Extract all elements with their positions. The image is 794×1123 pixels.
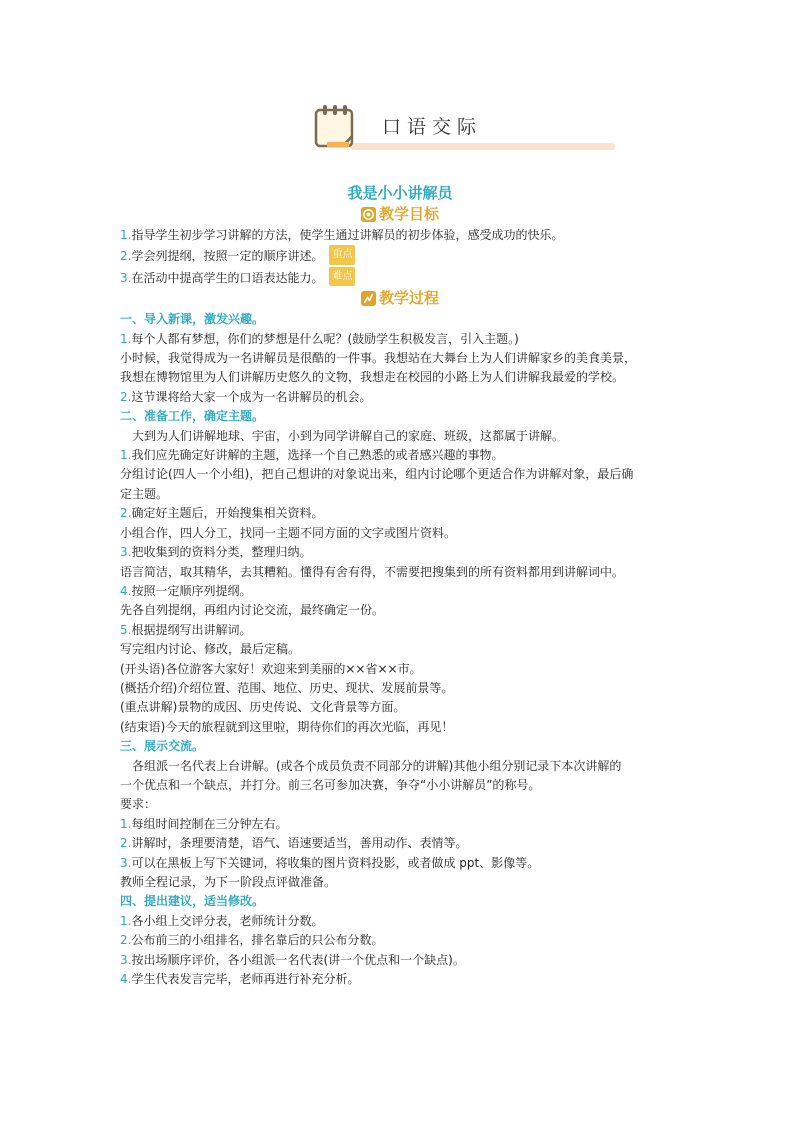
header-title: 口语交际 <box>382 116 483 138</box>
lesson-title: 我是小小讲解员 <box>347 184 453 202</box>
list-item: 2.讲解时，条理要清楚，语气、语速要适当，善用动作、表情等。 <box>120 836 468 851</box>
list-item: 1.各小组上交评分表，老师统计分数。 <box>120 913 324 928</box>
paragraph: 语言简洁，取其精华，去其糟粕。懂得有舍有得，不需要把搜集到的所有资料都用到讲解词中。 <box>120 564 625 579</box>
section-title: 四、提出建议，适当修改。 <box>120 894 265 909</box>
list-item: 4.学生代表发言完毕，老师再进行补充分析。 <box>120 972 360 987</box>
section-heading-process <box>120 288 680 308</box>
header-underline <box>350 143 615 150</box>
section-title: 二、准备工作，确定主题。 <box>120 409 265 424</box>
example-line: (结束语)今天的旅程就到这里啦，期待你们的再次光临，再见！ <box>120 719 454 734</box>
section-title: 三、展示交流。 <box>120 739 205 754</box>
paragraph: 小时候，我觉得成为一名讲解员是很酷的一件事。我想站在大舞台上为人们讲解家乡的美食美景， <box>120 351 637 366</box>
calendar-icon <box>313 102 359 150</box>
example-line: (开头语)各位游客大家好！欢迎来到美丽的××省××市。 <box>120 661 422 676</box>
paragraph: 分组讨论(四人一个小组)，把自己想讲的对象说出来，组内讨论哪个更适合作为讲解对象，最后确 <box>120 467 634 482</box>
list-item: 2.确定好主题后，开始搜集相关资料。 <box>120 506 324 521</box>
example-line: (概括介绍)介绍位置、范围、地位、历史、现状、发展前景等。 <box>120 680 454 695</box>
document-body <box>120 178 680 989</box>
paragraph: 1.每个人都有梦想，你们的梦想是什么呢？(鼓励学生积极发言，引入主题。) <box>120 331 519 346</box>
paragraph: 小组合作，四人分工，找同一主题不同方面的文字或图片资料。 <box>120 525 457 540</box>
process-heading: 教学过程 <box>378 289 439 308</box>
paragraph: 先各自列提纲，再组内讨论交流，最终确定一份。 <box>120 603 385 618</box>
example-line: (重点讲解)景物的成因、历史传说、文化背景等方面。 <box>120 700 406 715</box>
paragraph: 一个优点和一个缺点，并打分。前三名可参加决赛，争夺“小小讲解员”的称号。 <box>120 777 541 792</box>
process-icon <box>361 291 376 306</box>
list-item: 1.我们应先确定好讲解的主题，选择一个自己熟悉的或者感兴趣的事物。 <box>120 448 504 463</box>
paragraph: 各组派一名代表上台讲解。(或各个成员负责不同部分的讲解)其他小组分别记录下本次讲解的 <box>132 758 622 773</box>
goals-heading: 教学目标 <box>378 205 439 223</box>
difficulty-badge: 难点 <box>329 267 355 286</box>
paragraph: 教师全程记录，为下一阶段点评做准备。 <box>120 875 337 889</box>
paragraph: 写完组内讨论、修改，最后定稿。 <box>120 642 301 657</box>
paragraph: 我想在博物馆里为人们讲解历史悠久的文物，我想走在校园的小路上为人们讲解我最爱的学校。 <box>120 370 625 385</box>
list-item: 3.把收集到的资料分类，整理归纳。 <box>120 545 312 560</box>
goal-item: 1.指导学生初步学习讲解的方法，使学生通过讲解员的初步体验，感受成功的快乐。 <box>120 228 564 242</box>
paragraph: 2.这节课将给大家一个成为一名讲解员的机会。 <box>120 389 372 404</box>
list-item: 1.每组时间控制在三分钟左右。 <box>120 816 288 831</box>
list-item: 5.根据提纲写出讲解词。 <box>120 622 252 637</box>
requirements-label: 要求： <box>120 797 157 812</box>
section-title: 一、导入新课，激发兴趣。 <box>120 312 265 327</box>
page-header <box>0 100 794 160</box>
goal-item: 2.学会列提纲，按照一定的顺序讲述。 重点 <box>120 245 680 266</box>
section-heading-goals <box>120 204 680 224</box>
goal-item: 3.在活动中提高学生的口语表达能力。 难点 <box>120 267 680 288</box>
paragraph: 大到为人们讲解地球、宇宙，小到为同学讲解自己的家庭、班级，这都属于讲解。 <box>132 428 565 443</box>
key-point-badge: 重点 <box>329 245 355 264</box>
list-item: 3.按出场顺序评价，各小组派一名代表(讲一个优点和一个缺点)。 <box>120 952 465 967</box>
list-item: 3.可以在黑板上写下关键词，将收集的图片资料投影，或者做成 ppt、影像等。 <box>120 855 540 870</box>
paragraph: 定主题。 <box>120 486 169 501</box>
list-item: 4.按照一定顺序列提纲。 <box>120 583 252 598</box>
target-icon <box>361 207 376 222</box>
list-item: 2.公布前三的小组排名，排名靠后的只公布分数。 <box>120 933 384 948</box>
